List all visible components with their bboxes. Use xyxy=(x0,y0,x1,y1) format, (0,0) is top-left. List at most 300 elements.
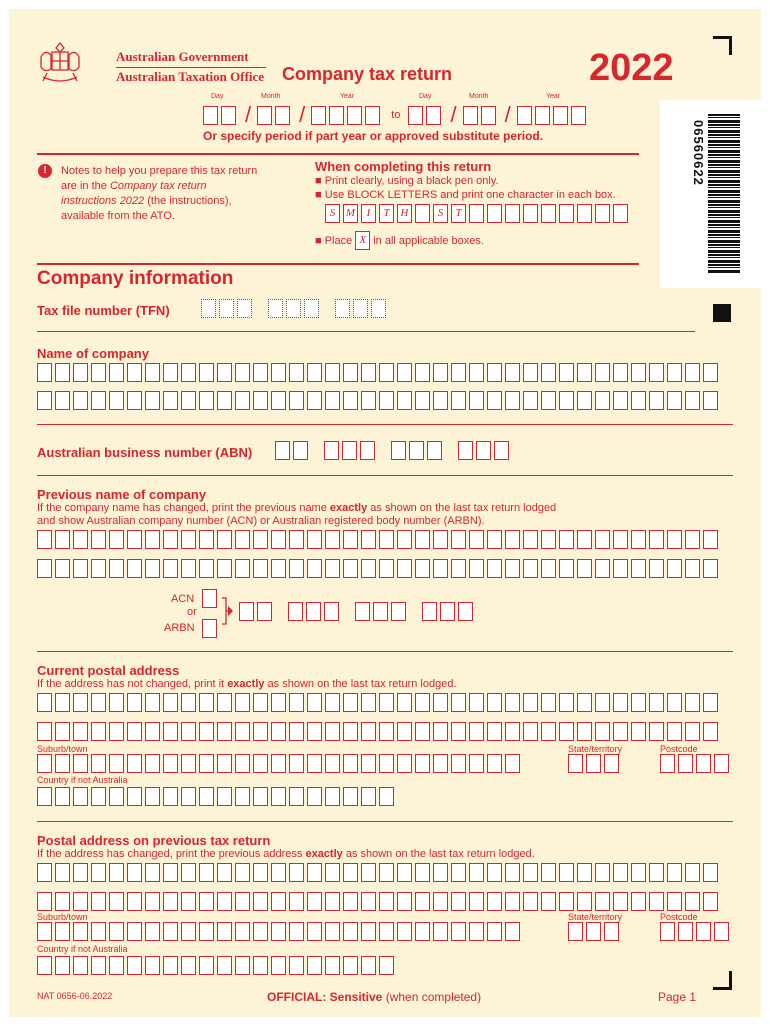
char-box[interactable] xyxy=(631,530,646,549)
char-box[interactable] xyxy=(235,956,250,975)
char-box[interactable] xyxy=(487,922,502,941)
char-box[interactable] xyxy=(289,892,304,911)
char-box[interactable] xyxy=(325,693,340,712)
char-box[interactable] xyxy=(559,530,574,549)
char-box[interactable] xyxy=(163,363,178,382)
char-box[interactable] xyxy=(577,722,592,741)
char-box[interactable] xyxy=(523,530,538,549)
char-box[interactable] xyxy=(163,754,178,773)
char-box[interactable] xyxy=(235,863,250,882)
char-box[interactable] xyxy=(91,559,106,578)
acn-box[interactable] xyxy=(373,602,388,621)
char-box[interactable] xyxy=(559,363,574,382)
char-box[interactable] xyxy=(37,892,52,911)
char-box[interactable] xyxy=(271,530,286,549)
char-box[interactable] xyxy=(604,922,619,941)
char-box[interactable] xyxy=(469,922,484,941)
char-box[interactable] xyxy=(37,863,52,882)
char-box[interactable] xyxy=(199,693,214,712)
char-box[interactable] xyxy=(181,863,196,882)
char-box[interactable] xyxy=(307,391,322,410)
char-box[interactable] xyxy=(199,922,214,941)
char-box[interactable] xyxy=(397,722,412,741)
char-box[interactable] xyxy=(541,530,556,549)
char-box[interactable] xyxy=(379,530,394,549)
acn-box[interactable] xyxy=(257,602,272,621)
char-box[interactable] xyxy=(145,956,160,975)
char-box[interactable] xyxy=(109,863,124,882)
char-box[interactable] xyxy=(307,787,322,806)
char-box[interactable] xyxy=(685,559,700,578)
char-box[interactable] xyxy=(487,754,502,773)
char-box[interactable] xyxy=(325,559,340,578)
char-box[interactable] xyxy=(127,787,142,806)
char-box[interactable] xyxy=(253,559,268,578)
char-box[interactable] xyxy=(703,693,718,712)
char-box[interactable] xyxy=(217,922,232,941)
char-box[interactable] xyxy=(397,892,412,911)
char-box[interactable] xyxy=(235,693,250,712)
abn-box[interactable] xyxy=(409,441,424,460)
char-box[interactable] xyxy=(181,693,196,712)
char-box[interactable] xyxy=(343,922,358,941)
char-box[interactable] xyxy=(703,559,718,578)
char-box[interactable] xyxy=(487,391,502,410)
char-box[interactable] xyxy=(253,722,268,741)
char-box[interactable] xyxy=(253,391,268,410)
tfn-box[interactable] xyxy=(237,299,252,318)
char-box[interactable] xyxy=(271,391,286,410)
char-box[interactable] xyxy=(379,863,394,882)
char-box[interactable] xyxy=(307,693,322,712)
char-box[interactable] xyxy=(415,559,430,578)
char-box[interactable] xyxy=(469,391,484,410)
acn-box[interactable] xyxy=(391,602,406,621)
char-box[interactable] xyxy=(109,363,124,382)
char-box[interactable] xyxy=(505,363,520,382)
char-box[interactable] xyxy=(343,722,358,741)
char-box[interactable] xyxy=(73,787,88,806)
char-box[interactable] xyxy=(613,863,628,882)
char-box[interactable] xyxy=(505,754,520,773)
char-box[interactable] xyxy=(397,693,412,712)
date-box[interactable] xyxy=(426,106,441,125)
char-box[interactable] xyxy=(631,693,646,712)
char-box[interactable] xyxy=(181,892,196,911)
char-box[interactable] xyxy=(415,530,430,549)
char-box[interactable] xyxy=(325,863,340,882)
char-box[interactable] xyxy=(469,754,484,773)
char-box[interactable] xyxy=(181,391,196,410)
char-box[interactable] xyxy=(613,391,628,410)
char-box[interactable] xyxy=(433,722,448,741)
char-box[interactable] xyxy=(343,956,358,975)
char-box[interactable] xyxy=(505,863,520,882)
char-box[interactable] xyxy=(433,922,448,941)
char-box[interactable] xyxy=(397,530,412,549)
char-box[interactable] xyxy=(235,559,250,578)
char-box[interactable] xyxy=(487,892,502,911)
tfn-box[interactable] xyxy=(304,299,319,318)
char-box[interactable] xyxy=(613,530,628,549)
char-box[interactable] xyxy=(577,863,592,882)
char-box[interactable] xyxy=(253,892,268,911)
char-box[interactable] xyxy=(91,722,106,741)
date-box[interactable] xyxy=(535,106,550,125)
char-box[interactable] xyxy=(379,722,394,741)
char-box[interactable] xyxy=(307,922,322,941)
char-box[interactable] xyxy=(469,363,484,382)
char-box[interactable] xyxy=(145,530,160,549)
char-box[interactable] xyxy=(343,863,358,882)
char-box[interactable] xyxy=(415,363,430,382)
char-box[interactable] xyxy=(469,530,484,549)
char-box[interactable] xyxy=(595,391,610,410)
char-box[interactable] xyxy=(145,363,160,382)
char-box[interactable] xyxy=(451,863,466,882)
char-box[interactable] xyxy=(397,863,412,882)
char-box[interactable] xyxy=(361,722,376,741)
abn-box[interactable] xyxy=(476,441,491,460)
char-box[interactable] xyxy=(307,956,322,975)
char-box[interactable] xyxy=(307,559,322,578)
char-box[interactable] xyxy=(325,530,340,549)
char-box[interactable] xyxy=(678,754,693,773)
char-box[interactable] xyxy=(604,754,619,773)
char-box[interactable] xyxy=(415,391,430,410)
arbn-checkbox[interactable] xyxy=(202,619,217,638)
char-box[interactable] xyxy=(289,530,304,549)
char-box[interactable] xyxy=(217,363,232,382)
char-box[interactable] xyxy=(595,559,610,578)
char-box[interactable] xyxy=(696,922,711,941)
char-box[interactable] xyxy=(577,693,592,712)
char-box[interactable] xyxy=(271,722,286,741)
char-box[interactable] xyxy=(55,892,70,911)
char-box[interactable] xyxy=(307,530,322,549)
char-box[interactable] xyxy=(55,787,70,806)
char-box[interactable] xyxy=(586,922,601,941)
acn-box[interactable] xyxy=(422,602,437,621)
char-box[interactable] xyxy=(271,922,286,941)
char-box[interactable] xyxy=(343,787,358,806)
char-box[interactable] xyxy=(559,391,574,410)
char-box[interactable] xyxy=(523,892,538,911)
char-box[interactable] xyxy=(667,693,682,712)
char-box[interactable] xyxy=(631,892,646,911)
char-box[interactable] xyxy=(199,530,214,549)
char-box[interactable] xyxy=(73,391,88,410)
char-box[interactable] xyxy=(235,754,250,773)
char-box[interactable] xyxy=(163,956,178,975)
char-box[interactable] xyxy=(469,722,484,741)
char-box[interactable] xyxy=(109,693,124,712)
char-box[interactable] xyxy=(415,892,430,911)
char-box[interactable] xyxy=(37,530,52,549)
char-box[interactable] xyxy=(541,863,556,882)
char-box[interactable] xyxy=(253,530,268,549)
char-box[interactable] xyxy=(55,722,70,741)
char-box[interactable] xyxy=(397,922,412,941)
char-box[interactable] xyxy=(73,922,88,941)
char-box[interactable] xyxy=(505,892,520,911)
char-box[interactable] xyxy=(73,363,88,382)
char-box[interactable] xyxy=(109,530,124,549)
acn-box[interactable] xyxy=(355,602,370,621)
char-box[interactable] xyxy=(73,559,88,578)
char-box[interactable] xyxy=(271,787,286,806)
char-box[interactable] xyxy=(91,754,106,773)
date-box[interactable] xyxy=(517,106,532,125)
char-box[interactable] xyxy=(577,530,592,549)
char-box[interactable] xyxy=(271,956,286,975)
char-box[interactable] xyxy=(109,922,124,941)
char-box[interactable] xyxy=(181,722,196,741)
char-box[interactable] xyxy=(631,391,646,410)
char-box[interactable] xyxy=(109,391,124,410)
char-box[interactable] xyxy=(289,863,304,882)
char-box[interactable] xyxy=(379,391,394,410)
char-box[interactable] xyxy=(127,956,142,975)
char-box[interactable] xyxy=(433,754,448,773)
abn-box[interactable] xyxy=(391,441,406,460)
char-box[interactable] xyxy=(199,363,214,382)
abn-box[interactable] xyxy=(324,441,339,460)
char-box[interactable] xyxy=(199,863,214,882)
char-box[interactable] xyxy=(217,787,232,806)
char-box[interactable] xyxy=(217,391,232,410)
date-box[interactable] xyxy=(257,106,272,125)
tfn-box[interactable] xyxy=(268,299,283,318)
char-box[interactable] xyxy=(271,693,286,712)
char-box[interactable] xyxy=(361,530,376,549)
char-box[interactable] xyxy=(235,391,250,410)
char-box[interactable] xyxy=(109,956,124,975)
char-box[interactable] xyxy=(145,787,160,806)
char-box[interactable] xyxy=(631,559,646,578)
char-box[interactable] xyxy=(325,391,340,410)
char-box[interactable] xyxy=(361,754,376,773)
char-box[interactable] xyxy=(91,922,106,941)
char-box[interactable] xyxy=(559,892,574,911)
char-box[interactable] xyxy=(703,530,718,549)
char-box[interactable] xyxy=(235,530,250,549)
char-box[interactable] xyxy=(73,530,88,549)
char-box[interactable] xyxy=(505,922,520,941)
char-box[interactable] xyxy=(145,391,160,410)
char-box[interactable] xyxy=(379,922,394,941)
char-box[interactable] xyxy=(613,722,628,741)
char-box[interactable] xyxy=(91,391,106,410)
char-box[interactable] xyxy=(559,722,574,741)
char-box[interactable] xyxy=(433,892,448,911)
char-box[interactable] xyxy=(631,363,646,382)
char-box[interactable] xyxy=(505,559,520,578)
char-box[interactable] xyxy=(397,391,412,410)
char-box[interactable] xyxy=(73,892,88,911)
char-box[interactable] xyxy=(325,754,340,773)
char-box[interactable] xyxy=(343,892,358,911)
char-box[interactable] xyxy=(127,922,142,941)
char-box[interactable] xyxy=(307,363,322,382)
char-box[interactable] xyxy=(91,892,106,911)
char-box[interactable] xyxy=(253,754,268,773)
char-box[interactable] xyxy=(685,391,700,410)
char-box[interactable] xyxy=(55,391,70,410)
char-box[interactable] xyxy=(469,693,484,712)
char-box[interactable] xyxy=(127,363,142,382)
char-box[interactable] xyxy=(451,693,466,712)
char-box[interactable] xyxy=(271,363,286,382)
char-box[interactable] xyxy=(109,722,124,741)
char-box[interactable] xyxy=(397,754,412,773)
char-box[interactable] xyxy=(451,922,466,941)
char-box[interactable] xyxy=(217,892,232,911)
date-box[interactable] xyxy=(365,106,380,125)
char-box[interactable] xyxy=(586,754,601,773)
char-box[interactable] xyxy=(613,892,628,911)
char-box[interactable] xyxy=(685,892,700,911)
char-box[interactable] xyxy=(73,956,88,975)
char-box[interactable] xyxy=(415,922,430,941)
char-box[interactable] xyxy=(667,722,682,741)
char-box[interactable] xyxy=(37,956,52,975)
char-box[interactable] xyxy=(163,391,178,410)
char-box[interactable] xyxy=(649,722,664,741)
char-box[interactable] xyxy=(451,391,466,410)
char-box[interactable] xyxy=(343,530,358,549)
char-box[interactable] xyxy=(235,892,250,911)
char-box[interactable] xyxy=(487,559,502,578)
char-box[interactable] xyxy=(703,722,718,741)
char-box[interactable] xyxy=(253,363,268,382)
char-box[interactable] xyxy=(37,693,52,712)
char-box[interactable] xyxy=(271,754,286,773)
char-box[interactable] xyxy=(235,363,250,382)
char-box[interactable] xyxy=(37,922,52,941)
acn-box[interactable] xyxy=(288,602,303,621)
char-box[interactable] xyxy=(685,530,700,549)
date-box[interactable] xyxy=(481,106,496,125)
char-box[interactable] xyxy=(433,391,448,410)
char-box[interactable] xyxy=(559,863,574,882)
char-box[interactable] xyxy=(379,754,394,773)
char-box[interactable] xyxy=(505,530,520,549)
acn-box[interactable] xyxy=(306,602,321,621)
date-box[interactable] xyxy=(329,106,344,125)
char-box[interactable] xyxy=(379,787,394,806)
char-box[interactable] xyxy=(325,787,340,806)
char-box[interactable] xyxy=(307,892,322,911)
char-box[interactable] xyxy=(145,892,160,911)
char-box[interactable] xyxy=(523,363,538,382)
char-box[interactable] xyxy=(217,754,232,773)
char-box[interactable] xyxy=(253,863,268,882)
char-box[interactable] xyxy=(91,863,106,882)
char-box[interactable] xyxy=(217,722,232,741)
char-box[interactable] xyxy=(361,693,376,712)
char-box[interactable] xyxy=(289,363,304,382)
char-box[interactable] xyxy=(361,363,376,382)
char-box[interactable] xyxy=(181,922,196,941)
char-box[interactable] xyxy=(469,892,484,911)
char-box[interactable] xyxy=(55,530,70,549)
char-box[interactable] xyxy=(91,787,106,806)
char-box[interactable] xyxy=(541,391,556,410)
char-box[interactable] xyxy=(595,722,610,741)
char-box[interactable] xyxy=(523,391,538,410)
char-box[interactable] xyxy=(217,530,232,549)
char-box[interactable] xyxy=(541,892,556,911)
char-box[interactable] xyxy=(145,863,160,882)
acn-box[interactable] xyxy=(324,602,339,621)
char-box[interactable] xyxy=(451,530,466,549)
char-box[interactable] xyxy=(73,722,88,741)
char-box[interactable] xyxy=(361,863,376,882)
char-box[interactable] xyxy=(613,559,628,578)
char-box[interactable] xyxy=(127,391,142,410)
acn-box[interactable] xyxy=(239,602,254,621)
char-box[interactable] xyxy=(451,722,466,741)
char-box[interactable] xyxy=(181,754,196,773)
char-box[interactable] xyxy=(289,956,304,975)
char-box[interactable] xyxy=(127,863,142,882)
char-box[interactable] xyxy=(37,722,52,741)
char-box[interactable] xyxy=(595,693,610,712)
char-box[interactable] xyxy=(415,693,430,712)
char-box[interactable] xyxy=(361,559,376,578)
char-box[interactable] xyxy=(505,391,520,410)
char-box[interactable] xyxy=(568,754,583,773)
char-box[interactable] xyxy=(696,754,711,773)
char-box[interactable] xyxy=(181,530,196,549)
char-box[interactable] xyxy=(667,559,682,578)
char-box[interactable] xyxy=(181,559,196,578)
tfn-box[interactable] xyxy=(201,299,216,318)
char-box[interactable] xyxy=(217,863,232,882)
char-box[interactable] xyxy=(73,693,88,712)
char-box[interactable] xyxy=(109,559,124,578)
char-box[interactable] xyxy=(433,693,448,712)
char-box[interactable] xyxy=(127,693,142,712)
char-box[interactable] xyxy=(289,722,304,741)
char-box[interactable] xyxy=(127,754,142,773)
date-box[interactable] xyxy=(408,106,423,125)
char-box[interactable] xyxy=(127,559,142,578)
char-box[interactable] xyxy=(379,363,394,382)
char-box[interactable] xyxy=(325,892,340,911)
char-box[interactable] xyxy=(199,722,214,741)
char-box[interactable] xyxy=(703,363,718,382)
acn-box[interactable] xyxy=(440,602,455,621)
char-box[interactable] xyxy=(660,922,675,941)
char-box[interactable] xyxy=(91,363,106,382)
char-box[interactable] xyxy=(649,559,664,578)
char-box[interactable] xyxy=(217,956,232,975)
char-box[interactable] xyxy=(577,391,592,410)
char-box[interactable] xyxy=(145,559,160,578)
char-box[interactable] xyxy=(91,530,106,549)
char-box[interactable] xyxy=(181,363,196,382)
char-box[interactable] xyxy=(163,787,178,806)
char-box[interactable] xyxy=(649,863,664,882)
char-box[interactable] xyxy=(649,363,664,382)
char-box[interactable] xyxy=(379,693,394,712)
char-box[interactable] xyxy=(199,956,214,975)
char-box[interactable] xyxy=(307,754,322,773)
char-box[interactable] xyxy=(703,863,718,882)
char-box[interactable] xyxy=(361,922,376,941)
